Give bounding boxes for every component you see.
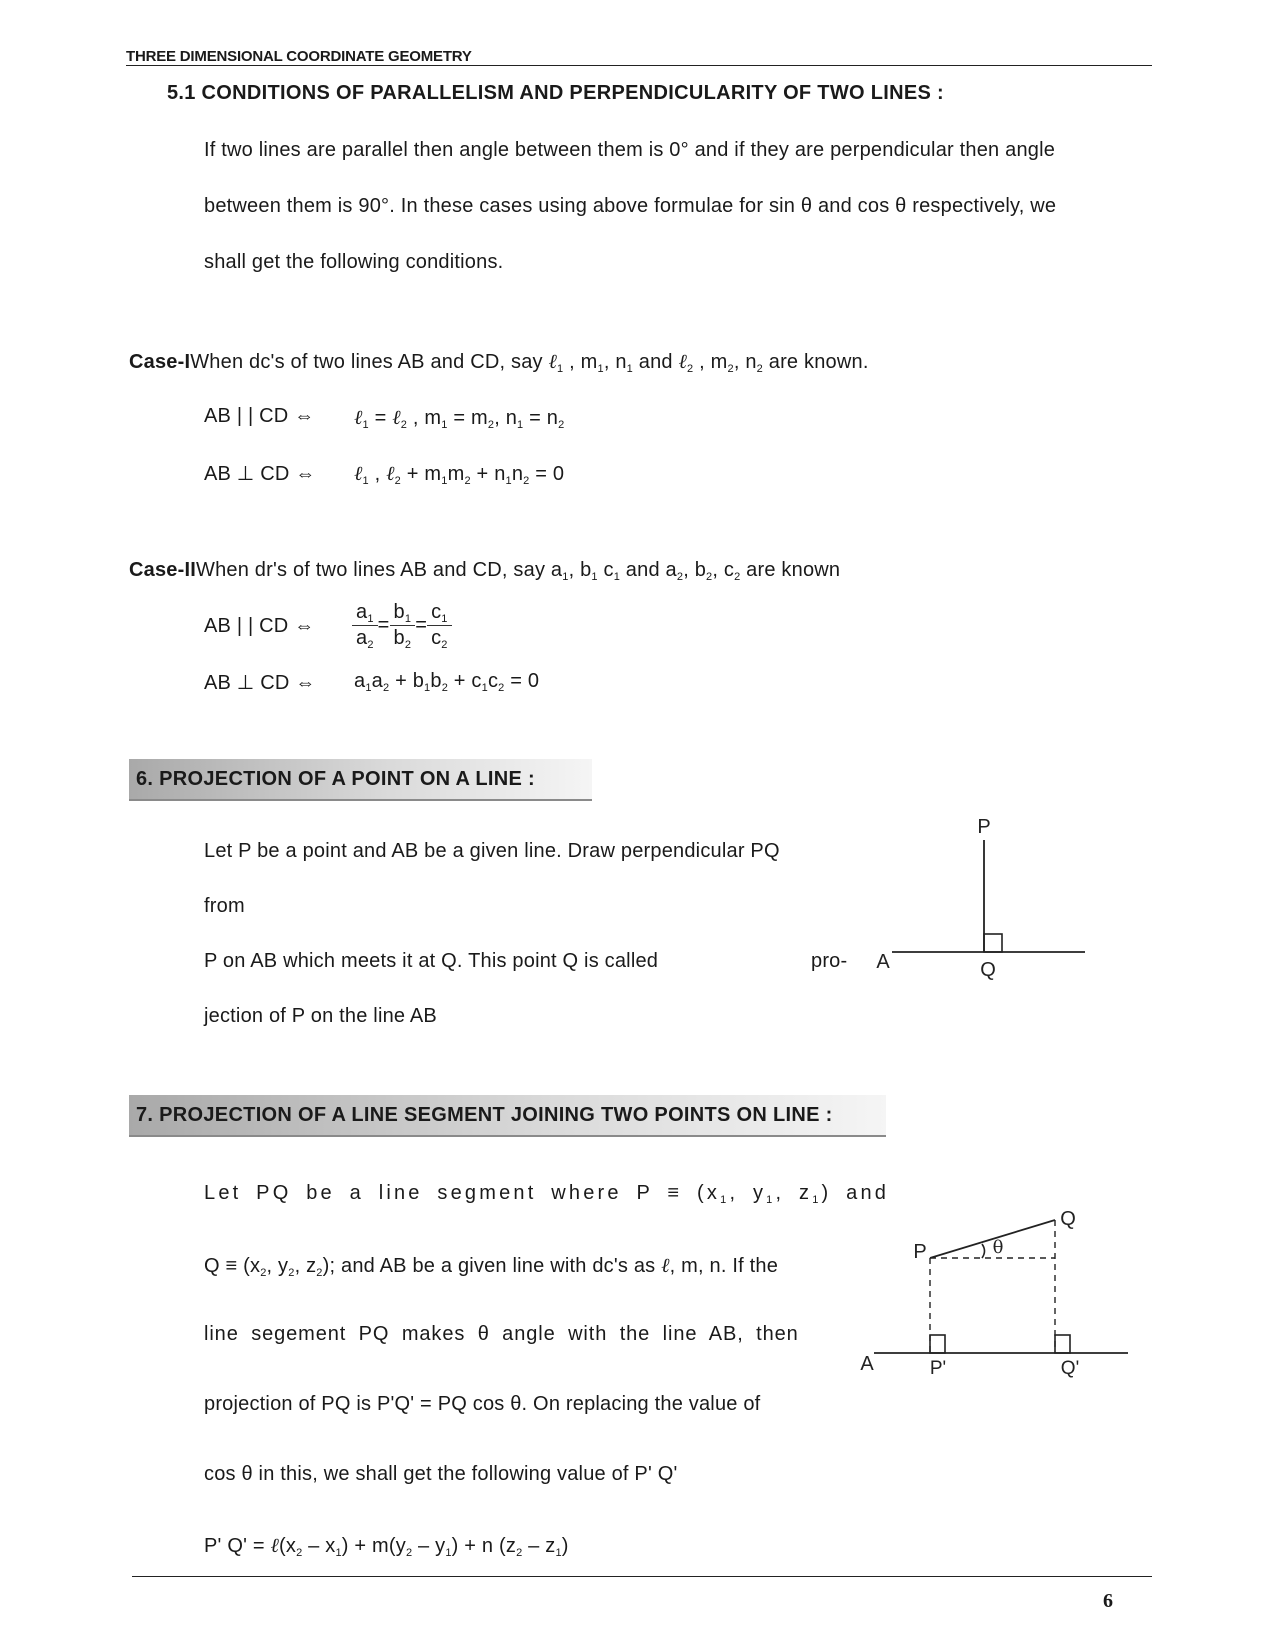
case-1-text: When dc's of two lines AB and CD, say bbox=[190, 351, 543, 373]
case-1-parallel-lhs: AB | | CD ⇔ bbox=[204, 405, 315, 427]
section-7-line-1: Let PQ be a line segment where $P \equiv (x_1$, $y_1$, $z_1$) and bbox=[204, 1182, 890, 1206]
case-2-statement bbox=[129, 559, 840, 582]
point-projection-figure bbox=[860, 805, 1100, 985]
label-q: Q bbox=[980, 959, 996, 981]
segment-projection-figure bbox=[860, 1200, 1135, 1390]
footer-rule bbox=[132, 1576, 1152, 1577]
section-7-line-4: projection of PQ is P'Q' = PQ cos θ. On replacing the value of bbox=[204, 1393, 761, 1415]
right-angle-marker-q bbox=[1055, 1335, 1070, 1353]
section-6-line-2: from bbox=[204, 895, 245, 917]
label-theta: θ bbox=[992, 1237, 1004, 1258]
running-header: THREE DIMENSIONAL COORDINATE GEOMETRY bbox=[126, 48, 472, 65]
section-5-1-line-2: between them is 90°. In these cases using above formulae for sin θ and cos θ respectively, we bbox=[204, 195, 1057, 217]
projection-formula: P' $Q' = \ell(x_2 - x_1) + m(y_2 - y_1) + n$ $(z_2 - z_1)$ bbox=[204, 1533, 569, 1559]
case-2-parallel-condition: $\frac{a_1}{a_2}$ = $\frac{b_1}{b_2}$ = $\frac{c_1}{c_2}$ bbox=[352, 600, 452, 651]
case-2-dr-list: $a_1$, $b_1$ $c_1$ and $a_2$, $b_2$, $c_2$ are known bbox=[550, 559, 841, 583]
case-1-perp-condition: ℓ$_1$ , ℓ$_2$ + $m_1m_2 + n_1n_2 = 0$ bbox=[354, 461, 565, 487]
section-7-heading-band bbox=[129, 1095, 886, 1137]
section-6-line-3: P on AB which meets it at Q. This point Q is called bbox=[204, 950, 659, 972]
label-a: A bbox=[860, 1353, 874, 1375]
right-angle-marker-p bbox=[930, 1335, 945, 1353]
section-6-line-1: Let P be a point and AB be a given line. Draw perpendicular PQ bbox=[204, 840, 780, 862]
header-rule bbox=[126, 65, 1152, 66]
case-1-label: Case-I bbox=[129, 351, 191, 373]
page-number: 6 bbox=[1103, 1590, 1113, 1612]
case-1-statement bbox=[129, 349, 869, 374]
section-5-1-heading: 5.1 CONDITIONS OF PARALLELISM AND PERPENDICULARITY OF TWO LINES : bbox=[167, 82, 944, 104]
label-p-prime: P' bbox=[929, 1358, 947, 1379]
angle-arc bbox=[982, 1244, 985, 1258]
section-6-line-3-hyphen: pro- bbox=[811, 950, 848, 972]
label-p: P bbox=[913, 1241, 927, 1263]
section-7-line-2: $Q \equiv (x_2$, $y_2$, $z_2$); and AB be a given line with dc's as ℓ, m, n. If the bbox=[204, 1253, 779, 1279]
label-q: Q bbox=[1060, 1208, 1076, 1230]
right-angle-marker bbox=[984, 934, 1002, 952]
section-7-heading: 7. PROJECTION OF A LINE SEGMENT JOINING TWO POINTS ON LINE : bbox=[136, 1104, 833, 1126]
case-2-parallel-lhs: AB | | CD ⇔ bbox=[204, 615, 315, 637]
label-a: A bbox=[876, 951, 890, 973]
label-p: P bbox=[977, 816, 991, 838]
section-5-1-line-1: If two lines are parallel then angle between them is 0° and if they are perpendicular then angle bbox=[204, 139, 1056, 161]
section-5-1-line-3: shall get the following conditions. bbox=[204, 251, 504, 273]
section-7-line-5: cos θ in this, we shall get the following value of P' Q' bbox=[204, 1463, 678, 1485]
section-6-heading-band bbox=[129, 759, 592, 801]
case-1-parallel-condition: ℓ$_1$ = ℓ$_2$ , $m_1 = m_2$, $n_1 = n_2$ bbox=[354, 405, 565, 431]
case-2-perp-condition: $a_1a_2 + b_1b_2 + c_1c_2 = 0$ bbox=[354, 670, 540, 694]
section-7-line-3: line segement PQ makes θ angle with the line AB, then bbox=[204, 1323, 799, 1345]
case-2-text: When dr's of two lines AB and CD, say bbox=[196, 559, 546, 581]
case-1-dc-list: ℓ$_1$ , $m_1$, $n_1$ and ℓ$_2$ , $m_2$, $n_2$ are known. bbox=[548, 349, 869, 375]
section-6-heading: 6. PROJECTION OF A POINT ON A LINE : bbox=[136, 768, 535, 790]
case-2-perp-lhs: AB ⊥ CD ⇔ bbox=[204, 672, 316, 694]
case-2-label: Case-II bbox=[129, 559, 196, 581]
label-q-prime: Q' bbox=[1060, 1358, 1080, 1379]
case-1-perp-lhs: AB ⊥ CD ⇔ bbox=[204, 463, 316, 485]
section-6-line-4: jection of P on the line AB bbox=[204, 1005, 437, 1027]
